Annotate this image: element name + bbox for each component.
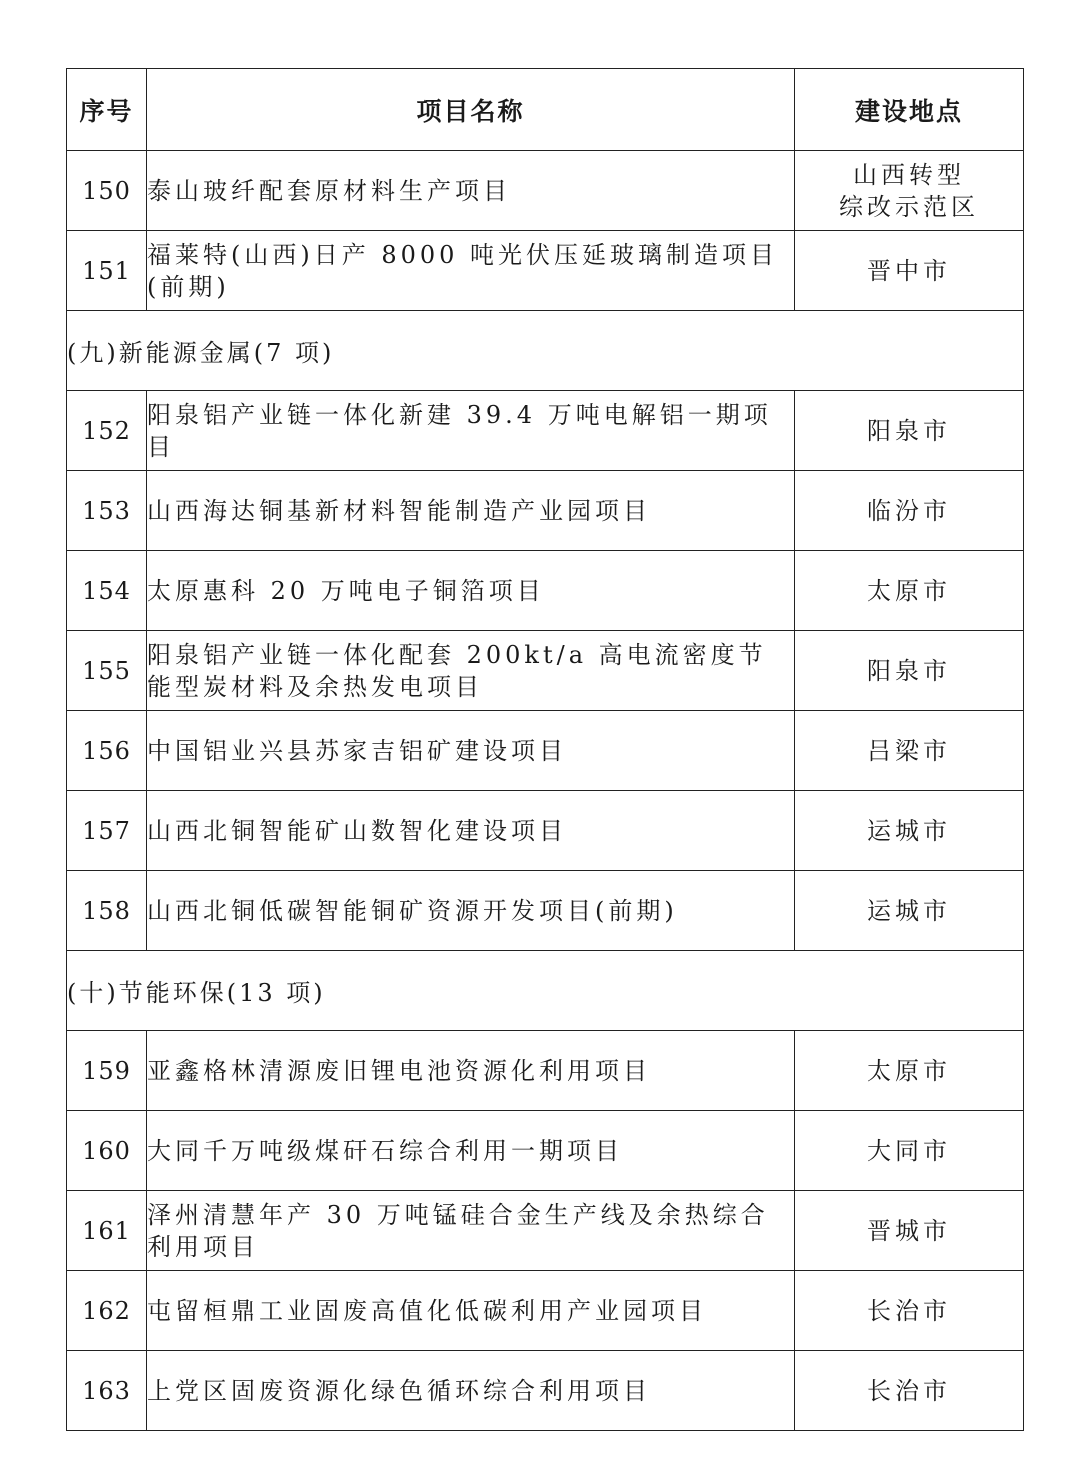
- project-location: 太原市: [795, 1031, 1024, 1111]
- table-row: [67, 1031, 1024, 1111]
- project-name: 阳泉铝产业链一体化配套 200kt/a 高电流密度节能型炭材料及余热发电项目: [147, 631, 795, 711]
- header-name: 项目名称: [147, 69, 795, 151]
- table-row: [67, 151, 1024, 231]
- project-location: 太原市: [795, 551, 1024, 631]
- project-location: 晋城市: [795, 1191, 1024, 1271]
- table-row: [67, 711, 1024, 791]
- row-number: 151: [67, 231, 147, 311]
- table-row: [67, 1191, 1024, 1271]
- project-name: 中国铝业兴县苏家吉铝矿建设项目: [147, 711, 795, 791]
- row-number: 159: [67, 1031, 147, 1111]
- project-name: 大同千万吨级煤矸石综合利用一期项目: [147, 1111, 795, 1191]
- table-row: [67, 631, 1024, 711]
- table-header-row: [67, 69, 1024, 151]
- project-name: 泰山玻纤配套原材料生产项目: [147, 151, 795, 231]
- table-row: [67, 231, 1024, 311]
- row-number: 163: [67, 1351, 147, 1431]
- project-name: 屯留桓鼎工业固废高值化低碳利用产业园项目: [147, 1271, 795, 1351]
- row-number: 154: [67, 551, 147, 631]
- project-location: 山西转型 综改示范区: [795, 151, 1024, 231]
- project-name: 山西北铜低碳智能铜矿资源开发项目(前期): [147, 871, 795, 951]
- project-location: 临汾市: [795, 471, 1024, 551]
- table-body: [67, 151, 1024, 1431]
- section-row: [67, 311, 1024, 391]
- row-number: 162: [67, 1271, 147, 1351]
- table-row: [67, 1351, 1024, 1431]
- project-location: 阳泉市: [795, 631, 1024, 711]
- project-name: 太原惠科 20 万吨电子铜箔项目: [147, 551, 795, 631]
- table-row: [67, 471, 1024, 551]
- row-number: 161: [67, 1191, 147, 1271]
- project-name: 亚鑫格林清源废旧锂电池资源化利用项目: [147, 1031, 795, 1111]
- row-number: 153: [67, 471, 147, 551]
- row-number: 152: [67, 391, 147, 471]
- table-row: [67, 1111, 1024, 1191]
- header-location: 建设地点: [795, 69, 1024, 151]
- table-row: [67, 1271, 1024, 1351]
- row-number: 150: [67, 151, 147, 231]
- project-name: 山西海达铜基新材料智能制造产业园项目: [147, 471, 795, 551]
- table-row: [67, 871, 1024, 951]
- section-row: [67, 951, 1024, 1031]
- table-row: [67, 391, 1024, 471]
- section-title: (十)节能环保(13 项): [67, 951, 1024, 1031]
- project-location: 大同市: [795, 1111, 1024, 1191]
- project-name: 阳泉铝产业链一体化新建 39.4 万吨电解铝一期项目: [147, 391, 795, 471]
- project-location: 吕梁市: [795, 711, 1024, 791]
- header-num: 序号: [67, 69, 147, 151]
- table-row: [67, 551, 1024, 631]
- row-number: 157: [67, 791, 147, 871]
- row-number: 156: [67, 711, 147, 791]
- project-location: 运城市: [795, 871, 1024, 951]
- row-number: 158: [67, 871, 147, 951]
- project-name: 山西北铜智能矿山数智化建设项目: [147, 791, 795, 871]
- row-number: 155: [67, 631, 147, 711]
- row-number: 160: [67, 1111, 147, 1191]
- project-location: 长治市: [795, 1351, 1024, 1431]
- project-location: 阳泉市: [795, 391, 1024, 471]
- project-name: 泽州清慧年产 30 万吨锰硅合金生产线及余热综合利用项目: [147, 1191, 795, 1271]
- project-location: 长治市: [795, 1271, 1024, 1351]
- project-table: [66, 68, 1024, 1431]
- table-row: [67, 791, 1024, 871]
- project-location: 晋中市: [795, 231, 1024, 311]
- project-name: 上党区固废资源化绿色循环综合利用项目: [147, 1351, 795, 1431]
- project-name: 福莱特(山西)日产 8000 吨光伏压延玻璃制造项目(前期): [147, 231, 795, 311]
- section-title: (九)新能源金属(7 项): [67, 311, 1024, 391]
- project-location: 运城市: [795, 791, 1024, 871]
